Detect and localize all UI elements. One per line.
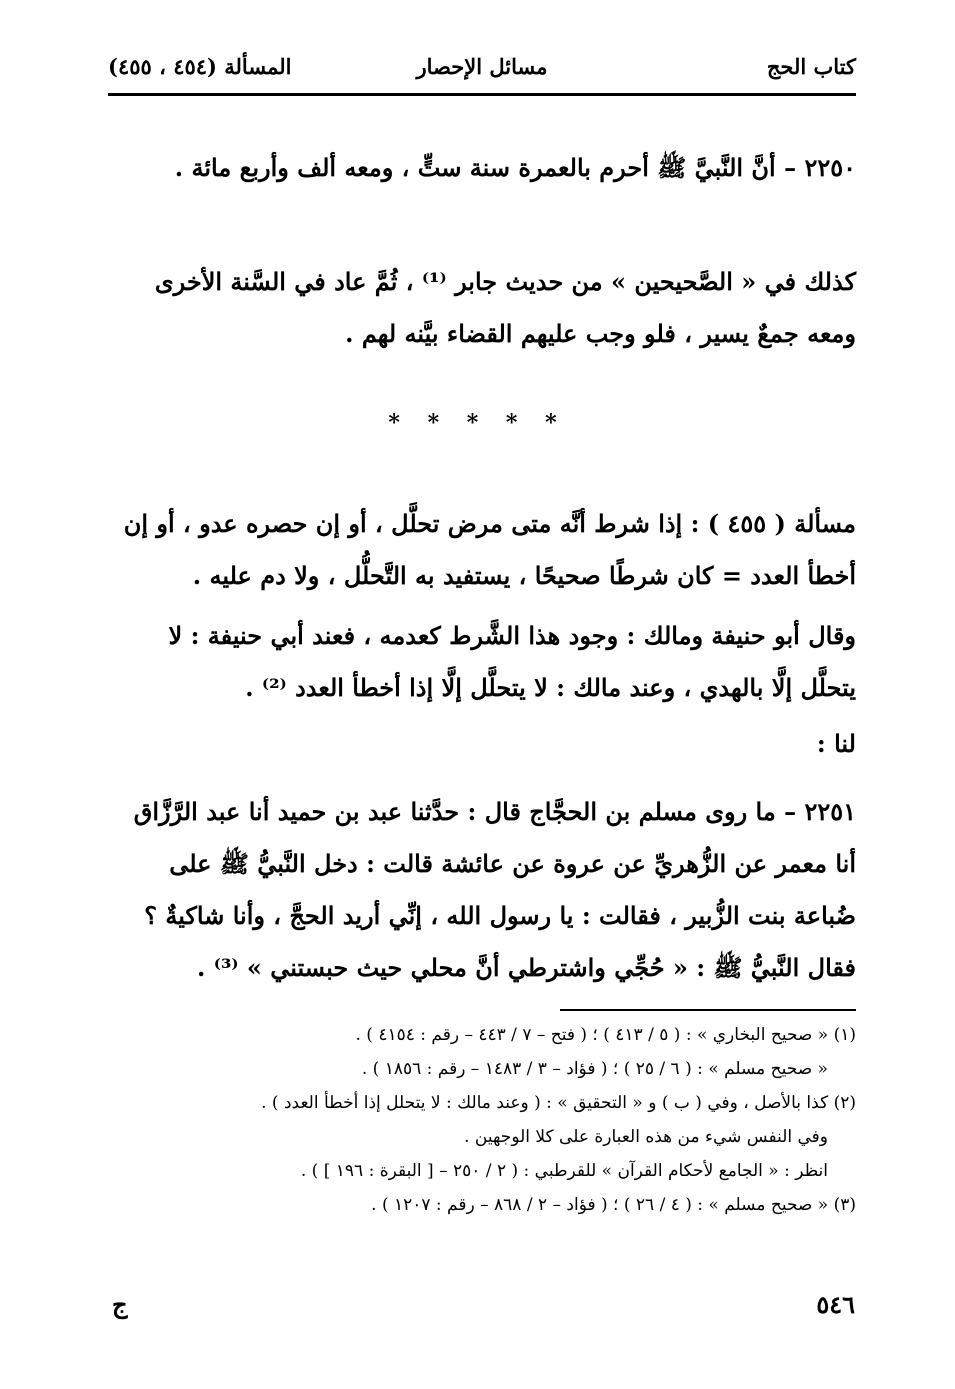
paragraph-hadith-2250: ٢٢٥٠ – أنَّ النَّبيَّ ﷺ أحرم بالعمرة سنة ستٍّ ، ومعه ألف وأربع مائة . bbox=[174, 153, 856, 182]
header-book-title: كتاب الحج bbox=[766, 54, 856, 79]
footnote-1: (١) « صحيح البخاري » : ( ٥ / ٤١٣ ) ؛ ( فتح – ٧ / ٤٤٣ – رقم : ٤١٥٤ ) . bbox=[355, 1025, 856, 1045]
footnote-3: (٣) « صحيح مسلم » : ( ٤ / ٢٦ ) ؛ ( فؤاد – ٢ / ٨٦٨ – رقم : ١٢٠٧ ) . bbox=[371, 1195, 856, 1215]
signature-mark: ج bbox=[112, 1290, 128, 1319]
footnote-2: (٢) كذا بالأصل ، وفي ( ب ) و « التحقيق » : ( وعند مالك : لا يتحلل إذا أخطأ العدد ) . bbox=[261, 1093, 856, 1113]
footnote-divider bbox=[560, 1009, 856, 1011]
paragraph-commentary: كذلك في « الصَّحيحين » من حديث جابر ⁽¹⁾ ، ثُمَّ عاد في السَّنة الأخرى ومعه جمعٌ يسير ، فلو وجب عليهم القضاء بيَّنه لهم . bbox=[154, 267, 856, 348]
header-chapter-title: مسائل الإحصار bbox=[416, 54, 548, 79]
hadith-2251 bbox=[108, 786, 856, 994]
paragraph-hadith-2251: ٢٢٥١ – ما روى مسلم بن الحجَّاج قال : حدَّثنا عبد بن حميد أنا عبد الرَّزَّاق أنا معمر عن الزُّهريِّ عن عروة عن عائشة قالت : دخل النَّبيُّ ﷺ على ضُباعة بنت الزُّبير ، فقالت : يا رسول الله ، إنِّي أريد الحجَّ ، وأنا شاكيةٌ ؟ فقال النَّبيُّ ﷺ : « حُجِّي واشترطي أنَّ محلي حيث حبستني » ⁽³⁾ . bbox=[133, 797, 856, 982]
paragraph-issue-455: مسألة ( ٤٥٥ ) : إذا شرط أنَّه متى مرض تحلَّل ، أو إن حصره عدو ، أو إن أخطأ العدد = كان شرطًا صحيحًا ، يستفيد به التَّحلُّل ، ولا دم عليه . bbox=[123, 509, 856, 590]
footnote-1-continued: « صحيح مسلم » : ( ٦ / ٢٥ ) ؛ ( فؤاد – ٣ / ١٤٨٣ – رقم : ١٨٥٦ ) . bbox=[361, 1059, 828, 1079]
evidence-heading-block bbox=[108, 718, 856, 770]
evidence-heading: لنا : bbox=[816, 729, 856, 758]
commentary-block bbox=[108, 256, 856, 360]
header-divider bbox=[108, 93, 856, 96]
issue-455 bbox=[108, 498, 856, 602]
footnote-2-note: وفي النفس شيء من هذه العبارة على كلا الوجهين . bbox=[464, 1127, 828, 1147]
header-issue-range: المسألة (٤٥٤ ، ٤٥٥) bbox=[108, 54, 292, 79]
running-header bbox=[108, 48, 856, 88]
opinions-block bbox=[108, 610, 856, 714]
footnote-2-reference: انظر : « الجامع لأحكام القرآن » للقرطبي : ( ٢ / ٢٥٠ – [ البقرة : ١٩٦ ] ) . bbox=[300, 1161, 828, 1181]
section-separator: * * * * * bbox=[388, 410, 567, 436]
page-number: ٥٤٦ bbox=[816, 1290, 855, 1319]
footnotes bbox=[108, 1018, 856, 1222]
paragraph-opinions: وقال أبو حنيفة ومالك : وجود هذا الشَّرط كعدمه ، فعند أبي حنيفة : لا يتحلَّل إلَّا بالهدي ، وعند مالك : لا يتحلَّل إلَّا إذا أخطأ العدد ⁽²⁾ . bbox=[168, 621, 856, 702]
hadith-2250 bbox=[108, 142, 856, 194]
